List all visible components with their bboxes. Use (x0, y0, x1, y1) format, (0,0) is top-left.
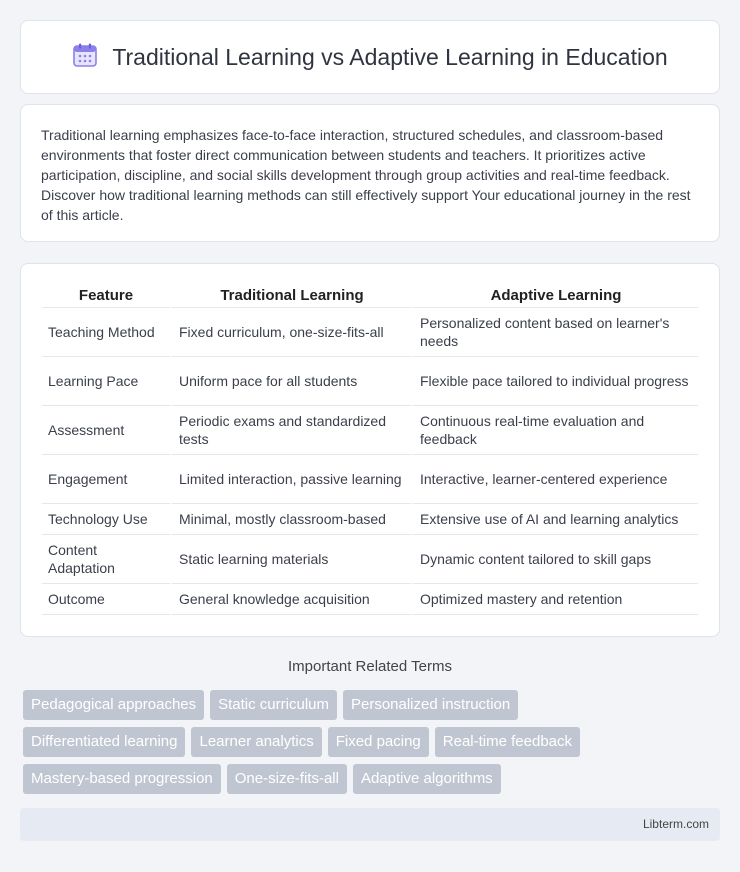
tag-fixed-pacing[interactable]: Fixed pacing (328, 727, 429, 757)
table-header-row (42, 284, 698, 308)
tag-static-curriculum[interactable]: Static curriculum (210, 690, 337, 720)
table-cell: Assessment (42, 406, 170, 455)
table-row (42, 455, 698, 504)
table-cell: Outcome (42, 584, 170, 615)
tag-differentiated-learning[interactable]: Differentiated learning (23, 727, 185, 757)
table-cell: Uniform pace for all students (170, 357, 411, 406)
table-row (42, 535, 698, 584)
tag-learner-analytics[interactable]: Learner analytics (191, 727, 321, 757)
column-header-adaptive: Adaptive Learning (411, 284, 698, 308)
table-cell: Teaching Method (42, 308, 170, 357)
tag-personalized-instruction[interactable]: Personalized instruction (343, 690, 518, 720)
table-cell: Extensive use of AI and learning analytics (411, 504, 698, 535)
footer-site-link[interactable]: Libterm.com (642, 817, 709, 831)
tag-adaptive-algorithms[interactable]: Adaptive algorithms (353, 764, 501, 794)
table-cell: Engagement (42, 455, 170, 504)
calendar-icon (72, 42, 98, 73)
table-cell: Dynamic content tailored to skill gaps (411, 535, 698, 584)
header-card (20, 20, 720, 94)
tag-row (23, 690, 723, 720)
table-row (42, 308, 698, 357)
table-row (42, 584, 698, 615)
tag-real-time-feedback[interactable]: Real-time feedback (435, 727, 580, 757)
column-header-feature: Feature (42, 284, 170, 308)
table-cell: Flexible pace tailored to individual progress (411, 357, 698, 406)
table-cell: General knowledge acquisition (170, 584, 411, 615)
comparison-card (20, 263, 720, 637)
page-title: Traditional Learning vs Adaptive Learning in Education (112, 43, 668, 70)
table-cell: Personalized content based on learner's needs (411, 308, 698, 357)
footer (20, 808, 720, 841)
related-terms-list (23, 690, 723, 801)
table-cell: Learning Pace (42, 357, 170, 406)
table-cell: Continuous real-time evaluation and feedback (411, 406, 698, 455)
table-row (42, 504, 698, 535)
comparison-table (42, 284, 698, 615)
table-cell: Limited interaction, passive learning (170, 455, 411, 504)
table-row (42, 357, 698, 406)
table-cell: Periodic exams and standardized tests (170, 406, 411, 455)
tag-row (23, 727, 723, 757)
intro-text: Traditional learning emphasizes face-to-face interaction, structured schedules, and classroom-based environments that foster direct communication between students and teachers. It prioritizes active participation, discipline, and social skills development through group activities and real-time feedback. Discover how traditional learning methods can still effectively support Your educational journey in the rest of this article. (41, 127, 691, 223)
tag-one-size-fits-all[interactable]: One-size-fits-all (227, 764, 347, 794)
table-cell: Optimized mastery and retention (411, 584, 698, 615)
tag-mastery-based-progression[interactable]: Mastery-based progression (23, 764, 221, 794)
table-cell: Static learning materials (170, 535, 411, 584)
tag-pedagogical-approaches[interactable]: Pedagogical approaches (23, 690, 204, 720)
table-cell: Minimal, mostly classroom-based (170, 504, 411, 535)
table-cell: Fixed curriculum, one-size-fits-all (170, 308, 411, 357)
table-row (42, 406, 698, 455)
table-cell: Technology Use (42, 504, 170, 535)
tag-row (23, 764, 723, 794)
related-terms-title: Important Related Terms (288, 658, 452, 675)
table-cell: Content Adaptation (42, 535, 170, 584)
table-cell: Interactive, learner-centered experience (411, 455, 698, 504)
intro-card (20, 104, 720, 242)
column-header-traditional: Traditional Learning (170, 284, 411, 308)
